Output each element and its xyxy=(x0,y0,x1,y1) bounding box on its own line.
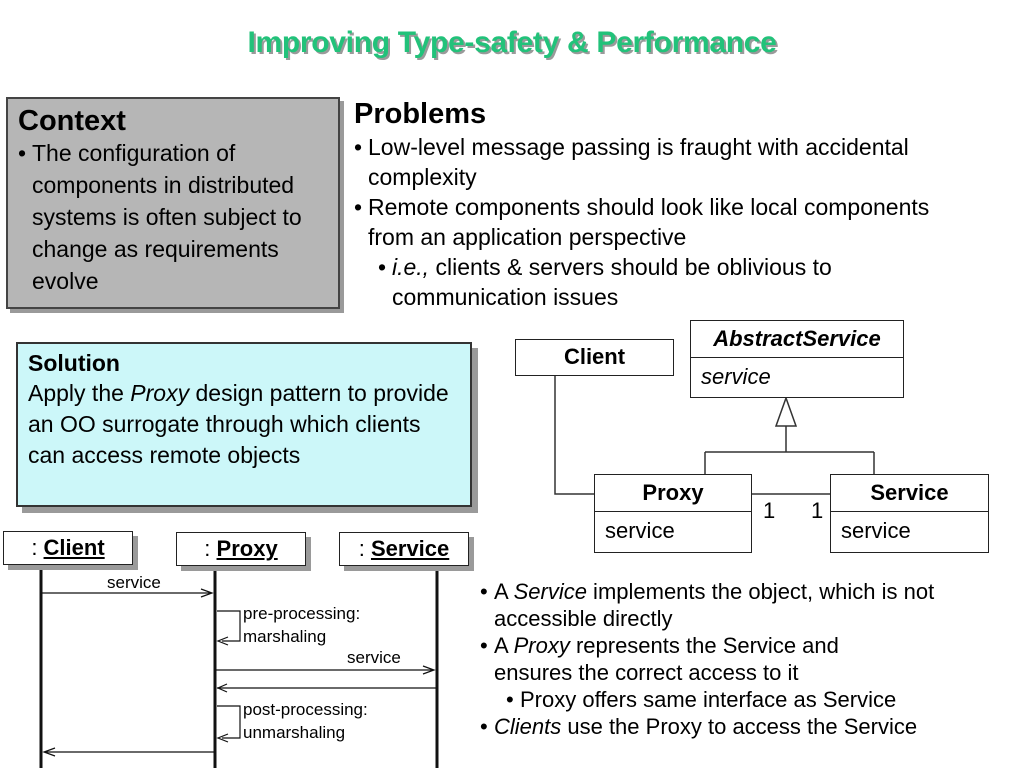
problem-sub-text: clients & servers should be oblivious to communication issues xyxy=(392,254,832,310)
note-1-b: implements the object, which is not accessible directly xyxy=(494,579,935,631)
bullet-icon: • xyxy=(354,194,363,220)
seq-marshaling-label: marshaling xyxy=(243,627,327,646)
context-bullet-text: The configuration of components in distributed systems is often subject to change as requirements evolve xyxy=(32,140,302,294)
service-class-operation: service xyxy=(841,518,911,543)
client-class-name: Client xyxy=(563,344,626,369)
solution-text-italic: Proxy xyxy=(130,380,190,406)
note-2-b: represents the Service and ensures the correct access to it xyxy=(494,633,839,685)
seq-post-processing-label: post-processing: xyxy=(243,700,368,719)
bullet-icon: • xyxy=(480,633,488,658)
post-processing-self-call xyxy=(217,706,240,738)
seq-client-name: Client xyxy=(43,535,105,560)
note-2-a: A xyxy=(494,633,514,658)
problems-heading: Problems xyxy=(354,98,487,130)
seq-service-name: Service xyxy=(370,536,450,561)
bullet-icon: • xyxy=(480,579,488,604)
note-4 xyxy=(480,713,1024,740)
seq-proxy-name: Proxy xyxy=(216,536,278,561)
notes-section xyxy=(480,578,1024,740)
bullet-icon: • xyxy=(18,140,27,166)
slide-title: Improving Type-safety & Performance xyxy=(247,26,777,59)
note-4-b: use the Proxy to access the Service xyxy=(561,714,918,739)
seq-service-object xyxy=(339,532,469,566)
note-1-italic: Service xyxy=(513,579,587,604)
proxy-class-name: Proxy xyxy=(642,480,704,505)
problem-bullet-2-text: Remote components should look like local components from an application perspective xyxy=(368,194,930,250)
note-1 xyxy=(480,578,1024,632)
seq-message-2-label: service xyxy=(347,648,401,667)
note-1-a: A xyxy=(494,579,514,604)
service-class xyxy=(830,474,989,553)
client-class xyxy=(515,339,674,376)
seq-client-prefix: : xyxy=(31,535,44,560)
note-2-italic: Proxy xyxy=(513,633,570,658)
note-3-text: Proxy offers same interface as Service xyxy=(520,687,897,712)
multiplicity-left: 1 xyxy=(763,498,776,523)
proxy-class-operation: service xyxy=(605,518,675,543)
pre-processing-self-call xyxy=(217,611,240,641)
seq-unmarshaling-label: unmarshaling xyxy=(243,723,346,742)
bullet-icon: • xyxy=(480,714,488,739)
solution-heading: Solution xyxy=(28,350,120,376)
solution-text-a: Apply the xyxy=(28,380,131,406)
abstract-service-operation: service xyxy=(701,364,771,389)
seq-proxy-object xyxy=(176,532,306,566)
bullet-icon: • xyxy=(506,687,514,712)
abstract-service-class xyxy=(690,320,904,398)
proxy-class xyxy=(594,474,752,553)
seq-service-prefix: : xyxy=(358,536,371,561)
abstract-service-name: AbstractService xyxy=(713,326,881,351)
bullet-icon: • xyxy=(378,254,387,280)
note-4-italic: Clients xyxy=(494,714,562,739)
seq-client-object xyxy=(3,531,133,565)
inheritance-triangle-icon xyxy=(776,398,796,426)
note-2 xyxy=(480,632,914,686)
solution-text-b: design pattern to provide an OO surrogate through which clients can access remote objects xyxy=(28,380,449,468)
seq-message-1-label: service xyxy=(107,573,161,592)
note-3 xyxy=(506,686,1024,713)
service-class-name: Service xyxy=(870,480,949,505)
context-heading: Context xyxy=(18,105,126,137)
client-proxy-association xyxy=(555,375,595,494)
seq-pre-processing-label: pre-processing: xyxy=(243,604,361,623)
bullet-icon: • xyxy=(354,134,363,160)
problem-bullet-1-text: Low-level message passing is fraught with accidental complexity xyxy=(368,134,909,190)
multiplicity-right: 1 xyxy=(811,498,824,523)
problem-sub-italic: i.e., xyxy=(392,254,430,280)
seq-proxy-prefix: : xyxy=(204,536,217,561)
